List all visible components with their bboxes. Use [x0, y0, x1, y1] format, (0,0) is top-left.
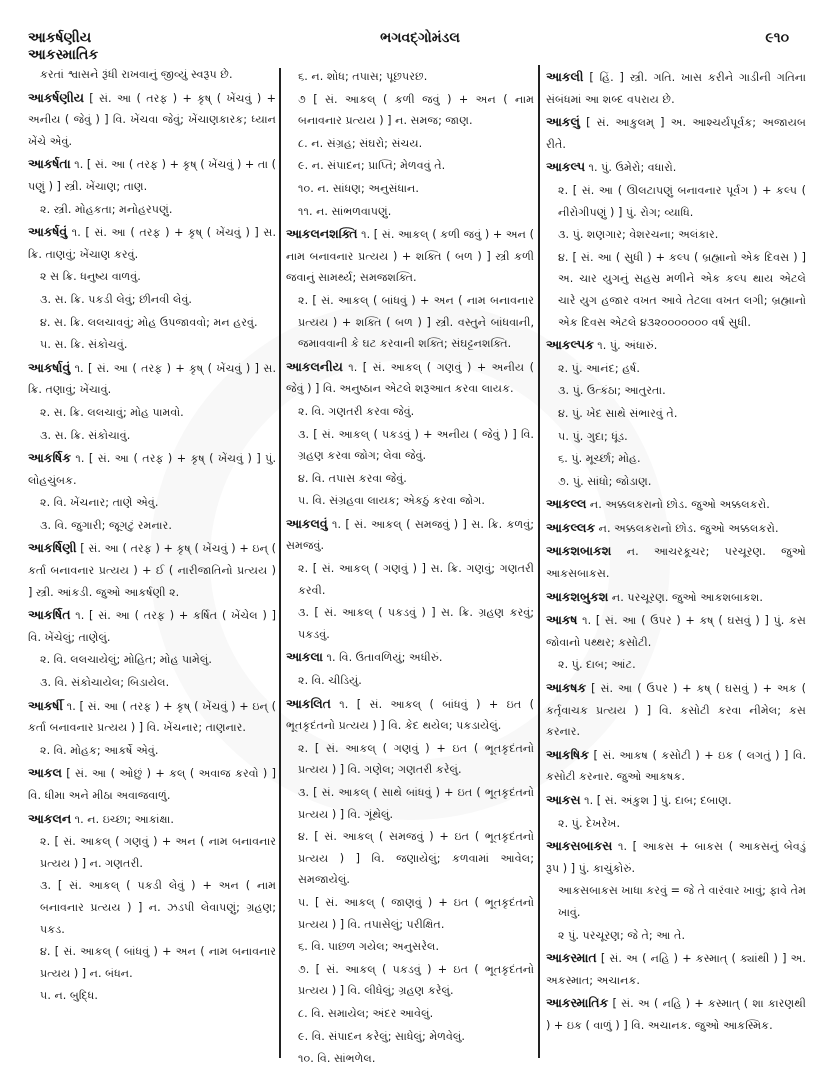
definition-text: ૨. [ સં. આ ( ઊલટાપણું બનાવનાર પૂર્વગ ) + કલ્પ ( નીરોગીપણું ) ] પું. રોગ; વ્યાધિ. — [558, 183, 806, 219]
definition-text: ૩. [ સં. આકલ્ ( પકડી લેવું ) + અન ( નામ બનાવનાર પ્રત્યય ) ] ન. ઝડપી લેવાપણું; ગ્રહણ; પકડ. — [40, 879, 276, 936]
entry-sense — [546, 813, 806, 835]
headword: આકલી — [546, 69, 584, 84]
headword: આકલ્લ — [546, 496, 587, 512]
dictionary-entry — [546, 111, 806, 155]
definition-text: ૫. પું. ગુદા; ધૂંડ. — [558, 429, 628, 443]
definition-text: ૧. [ સં. આકલ્ ( બાંધવું ) + ઇત ( ભૂતકૃદંતનો પ્રત્યય ) ] વિ. કેદ થયેલ; પકડાયેલું. — [286, 697, 534, 733]
definition-text: ૪. [ સં. આકલ્ ( બાંધવું ) + અન ( નામ બનાવનાર પ્રત્યય ) ] ન. બંધન. — [40, 945, 276, 980]
entry-sense — [28, 941, 276, 984]
definition-text: ૪. વિ. તપાસ કરવા જેવું. — [298, 471, 407, 485]
definition-text: ૨. વિ. ગણતરી કરવા જેવું. — [298, 404, 415, 418]
entry-sense — [286, 490, 534, 512]
headword: આકર્ષણીય — [28, 89, 84, 105]
entry-sense — [28, 402, 276, 424]
definition-text: ૪. સ. ક્રિ. લલચાવવું; મોહ ઉપજાવવો; મન હરવું. — [40, 315, 258, 329]
entry-sense — [286, 133, 534, 155]
entry-sense — [286, 1003, 534, 1025]
dictionary-entry — [546, 835, 806, 879]
definition-text: ૧. [ સં. આ ( તરફ ) + કૃષ્ ( ખેંચવું ) ] સ. ક્રિ. તાણવું; ખેંચાણ કરવું. — [28, 226, 276, 261]
headword: આકલવું — [286, 515, 328, 531]
definition-text: ૨. પું. આનંદ; હર્ષ. — [558, 361, 640, 375]
dictionary-entry — [546, 517, 806, 540]
dictionary-entry — [546, 66, 806, 110]
entry-sense — [286, 959, 534, 1002]
column-1 — [28, 64, 276, 1008]
headword: આકસબાકસ — [546, 838, 613, 854]
definition-text: ૪. [ સં. આકલ્ ( સમજવું ) + ઇત ( ભૂતકૃદંતનો પ્રત્યય ) ] વિ. જણાયેલું; કળવામાં આવેલ; સમજાયેલું. — [298, 830, 534, 887]
dictionary-entry — [286, 356, 534, 400]
definition-text: ૨. વિ. ચીડિયું. — [298, 674, 362, 688]
dictionary-entry — [286, 646, 534, 669]
entry-sense — [286, 201, 534, 223]
definition-text: ન. આચરકૂચર; પરચૂરણ. જુઓ આકસબાકસ. — [546, 545, 806, 581]
definition-text: ૧. [ સં. આ ( તરફ ) + કૃષ્ ( ખેંચવું ) ] સ. ક્રિ. તણાવું; ખેંચાવું. — [28, 361, 276, 397]
definition-text: ૨. [ સં. આકલ્ ( ગણવું ) + અન ( નામ બનાવનાર પ્રત્યય ) ] ન. ગણતરી. — [40, 835, 276, 870]
definition-text: ૫. ન. બુદ્ધિ. — [40, 989, 98, 1003]
definition-text: ૨ પું. પરચૂરણ; જે તે; આ તે. — [558, 928, 685, 942]
entry-sense — [286, 89, 534, 132]
entry-sense — [28, 875, 276, 940]
entry-sense — [28, 492, 276, 514]
definition-text: ૧. પું. ઉમેરો; વધારો. — [585, 161, 677, 175]
entry-sense — [546, 403, 806, 425]
headword: આકષ — [546, 612, 578, 628]
entry-sense — [286, 602, 534, 645]
page-number: ૯૧૦ — [765, 30, 789, 46]
definition-text: ૧. [ આકસ + બાકસ ( આકસનું બેવડું રૂપ ) ] પું. કાચુંકોરું. — [546, 840, 806, 875]
dictionary-entry — [546, 677, 806, 743]
column-divider — [538, 65, 540, 1058]
guide-words — [28, 30, 98, 64]
definition-text: ૧૦. વિ. સાંભળેલ. — [298, 1052, 376, 1066]
headword: આકર્ષિક — [28, 450, 71, 466]
headword: આકર્ષી — [28, 697, 63, 713]
headword: આકષક — [546, 680, 587, 696]
dictionary-entry — [28, 808, 276, 831]
dictionary-entry — [546, 992, 806, 1036]
entry-sense — [286, 401, 534, 423]
definition-text: [ સં. આકુલમ્ ] અ. આશ્ચર્યપૂર્વક; અજાયબ રીતે. — [546, 116, 806, 151]
entry-sense — [28, 266, 276, 288]
headword: આકસ્માતિક — [546, 995, 609, 1011]
definition-text: ૨. [ સં. આકલ્ ( ગણવું ) ] સ. ક્રિ. ગણવું; ગણતરી કરવી. — [298, 562, 534, 597]
headword: આકલા — [286, 649, 323, 665]
definition-text: ૨. પું. દેખરેખ. — [558, 816, 621, 830]
headword: આકર્ષાવું — [28, 359, 71, 375]
definition-text: ૮. વિ. સમાયેલ; અંદર આવેલું. — [298, 1006, 434, 1020]
dictionary-entry — [286, 513, 534, 557]
entry-sense — [546, 224, 806, 246]
entry-sense — [286, 670, 534, 692]
definition-text: ૧૧. ન. સાંભળવાપણું. — [298, 204, 392, 218]
definition-text: ૧. ન. ઇચ્છા; આકાંક્ષા. — [71, 812, 174, 826]
entry-sense — [28, 334, 276, 356]
headword: આકલું — [546, 114, 580, 130]
definition-text: ૧૦. ન. સાંધણ; અનુસંધાન. — [298, 181, 419, 195]
entry-sense — [28, 985, 276, 1007]
definition-text: ૧. [ સં. આ ( તરફ ) + કૃષ્ ( ખેંચવું ) ] પું. લોહચુંબક. — [28, 452, 276, 487]
dictionary-entry — [28, 537, 276, 603]
entry-sense — [28, 312, 276, 334]
entry-sense — [286, 1048, 534, 1070]
headword: આકર્ષિણી — [28, 540, 77, 556]
definition-text: ૨. સ્ત્રી. મોહકતા; મનોહરપણું. — [40, 202, 173, 216]
definition-text: ૨. [ સં. આકલ્ ( બાંધવું ) + અન ( નામ બનાવનાર પ્રત્યય ) + શક્તિ ( બળ ) ] સ્ત્રી. વસ્તુને બાંધવાની, જમાવવાની કે ઘટ કરવાની શક્તિ; સંઘટ્ટનશક્તિ. — [298, 293, 534, 351]
entry-sense — [286, 66, 534, 88]
headword: આકલનશક્તિ — [286, 226, 358, 242]
entry-sense — [546, 358, 806, 380]
guide-word-last: આકસ્માતિક — [28, 47, 99, 63]
headword: આકલ્પક — [546, 337, 594, 353]
entry-sense — [546, 654, 806, 676]
entry-sense — [28, 672, 276, 694]
definition-text: ૩. [ સં. આકલ્ ( પકડવું ) + અનીય ( જેવું ) ] વિ. ગ્રહણ કરવા જોગ; લેવા જેવું. — [298, 427, 534, 463]
definition-text: ૨. વિ. ખેંચનાર; તાણે એવું. — [40, 496, 159, 510]
entry-sense — [286, 782, 534, 825]
dictionary-entry — [28, 221, 276, 265]
definition-text: ન. અક્કલકરાનો છોડ. જુઓ અક્કલકરો. — [586, 498, 770, 512]
headword: આકલિત — [286, 695, 331, 711]
entry-sense — [286, 468, 534, 490]
dictionary-entry — [546, 586, 806, 609]
definition-text: [ સં. આ ( ઓછું ) + કલ્ ( અવાજ કરવો ) ] વિ. ધીમા અને મીઠા અવાજવાળું. — [28, 767, 276, 802]
definition-text: ૭. [ સં. આકલ્ ( પકડવું ) + ઇત ( ભૂતકૃદંતનો પ્રત્યય ) ] વિ. લીધેલું; ગ્રહણ કરેલું. — [298, 962, 534, 998]
definition-text: ૫. સ. ક્રિ. સંકોચવું. — [40, 338, 128, 352]
definition-text: ૯. વિ. સંપાદન કરેલું; સાધેલું; મેળવેલું. — [298, 1029, 465, 1043]
headword: આકલનીય — [286, 358, 343, 374]
entry-sense — [28, 649, 276, 671]
dictionary-entry — [546, 609, 806, 653]
definition-text: ૫. વિ. સંગ્રહવા લાયક; એકઠું કરવા જોગ. — [298, 494, 485, 508]
definition-text: ૨ સ ક્રિ. ધનુષ્ય વાળવું. — [40, 270, 141, 284]
dictionary-entry — [286, 223, 534, 289]
definition-text: ૮. ન. સંગ્રહ; સંઘરો; સંચય. — [298, 136, 423, 150]
headword: આકશબાકશ — [546, 543, 612, 559]
dictionary-entry — [28, 87, 276, 153]
definition-text: આકસબાકસ ખાધા કરવું = જે તે વારંવાર ખાવું; ફાવે તેમ ખાવું. — [558, 884, 806, 919]
headword: આકલન — [28, 810, 72, 826]
definition-text: [ સં. આકષ ( કસોટી ) + ઇક ( લગતું ) ] વિ. કસોટી કરનાર. જુઓ આકષક. — [546, 748, 806, 784]
definition-text: ૨. પું. દાબ; આંટ. — [558, 658, 636, 672]
entry-sense — [546, 880, 806, 923]
headword: આકર્ષતા — [28, 156, 71, 172]
definition-text: ૨. [ સં. આકલ્ ( ગણવું ) + ઇત ( ભૂતકૃદંતનો પ્રત્યય ) ] વિ. ગણેલ; ગણતરી કરેલું. — [298, 741, 534, 777]
definition-text: ૩. વિ. જુગારી; જૂગટું રમનાર. — [40, 518, 172, 532]
definition-text: ૬. ન. શોધ; તપાસ; પૂછપરછ. — [298, 70, 428, 83]
dictionary-entry — [546, 334, 806, 357]
entry-sense — [28, 64, 276, 86]
definition-text: ૩. સ. ક્રિ. સંકોચાવું. — [40, 428, 131, 442]
definition-text: ૧. પું. અંધારું. — [593, 339, 658, 353]
entry-sense — [28, 831, 276, 874]
definition-text: ૧. [ સં. આ ( તરફ ) + કર્ષિત ( ખેંચેલ ) ] વિ. ખેંચેલું; તાણેલું. — [28, 609, 276, 644]
entry-sense — [286, 178, 534, 200]
definition-text: [ સં. આ ( ઉપર ) + કષ્ ( ઘસવું ) + અક ( કર્તૃવાચક પ્રત્યય ) ] વિ. કસોટી કરવા નીમેલ; કસ કરનાર. — [546, 682, 806, 739]
entry-sense — [546, 448, 806, 470]
definition-text: ૭. પું. સાંધો; જોડાણ. — [558, 474, 652, 488]
headword: આકલ્લક — [546, 519, 596, 535]
dictionary-entry — [28, 695, 276, 739]
definition-text: ૧. [ સં. આકલ્ ( સમજવું ) ] સ. ક્રિ. કળવું; સમજવું. — [286, 517, 534, 553]
entry-sense — [286, 738, 534, 781]
definition-text: ૨. સ. ક્રિ. લલચાવું; મોહ પામવો. — [40, 405, 184, 419]
entry-sense — [546, 925, 806, 947]
entry-sense — [546, 471, 806, 493]
entry-sense — [286, 290, 534, 355]
dictionary-entry — [546, 789, 806, 812]
headword: આકસ — [546, 792, 581, 807]
definition-text: [ સં. આ ( તરફ ) + કૃષ્ ( ખેંચવું ) + અનીય ( જેવું ) ] વિ. ખેંચવા જેવું; ખેંચાણકારક; ધ્યાન ખેંચે એવું. — [28, 91, 276, 148]
definition-text: ૩. પું. ઉત્કંઠા; આતુરતા. — [558, 384, 666, 398]
entry-sense — [286, 558, 534, 601]
dictionary-entry — [546, 493, 806, 516]
definition-text: ૧. [ સં. આકલ્ ( ગણવું ) + અનીય ( જેવું ) ] વિ. અનુષ્ઠાન એટલે શરૂઆત કરવા લાયક. — [286, 360, 534, 396]
definition-text: ૩. પું. શણગાર; વેશરચના; અલંકાર. — [558, 228, 719, 242]
definition-text: ૧. [ સં. આ ( ઉપર ) + કષ્ ( ઘસવું ) ] પું. કસ જોવાનો પથ્થર; કસોટી. — [546, 614, 806, 649]
entry-sense — [286, 892, 534, 935]
entry-sense — [286, 155, 534, 177]
entry-sense — [546, 180, 806, 223]
entry-sense — [28, 425, 276, 447]
definition-text: ૩. [ સં. આકલ્ ( પકડવું ) ] સ. ક્રિ. ગ્રહણ કરવું; પકડવું. — [298, 606, 534, 641]
definition-text: [ સં. અ ( નહિ ) + કસ્માત્ ( શા કારણથી ) + ઇક ( વાળું ) ] વિ. અચાનક. જુઓ આકસ્મિક. — [546, 997, 806, 1032]
definition-text: ન. પરચૂરણ. જુઓ આકશબાકશ. — [608, 590, 763, 604]
definition-text: કરતાં શ્વાસને રૂંધી રાખવાનું જીવ્યું સ્વરૂપ છે. — [40, 68, 233, 81]
definition-text: ૯. ન. સંપાદન; પ્રાપ્તિ; મેળવવું તે. — [298, 159, 446, 173]
dictionary-entry — [28, 762, 276, 806]
guide-word-first: આકર્ષણીય — [28, 30, 92, 46]
entry-sense — [28, 515, 276, 537]
headword: આકલ્પ — [546, 159, 585, 175]
entry-sense — [28, 289, 276, 311]
definition-text: ૧. [ સં. આ ( તરફ ) + કૃષ્ ( ખેંચવું ) + તા ( પણું ) ] સ્ત્રી. ખેંચાણ; તાણ. — [28, 158, 276, 193]
definition-text: ૭ [ સં. આકલ્ ( કળી જવું ) + અન ( નામ બનાવનાર પ્રત્યય ) ] ન. સમજ; જાણ. — [298, 92, 534, 128]
definition-text: ૩. [ સં. આકલ્ ( સાથે બાંધવું ) + ઇત ( ભૂતકૃદંતનો પ્રત્યય ) ] વિ. ગૂંથેલું. — [298, 786, 534, 821]
headword: આકર્ષવું — [28, 224, 68, 240]
definition-text: ૬. વિ. પાછળ ગયેલ; અનુસરેલ. — [298, 940, 440, 954]
definition-text: ૩. વિ. સંકોચાયેલ; બિડાયેલ. — [40, 676, 170, 690]
column-divider — [279, 68, 281, 1058]
definition-text: [ સં. અ ( નહિ ) + કસ્માત્ ( ક્યાંથી ) ] અ. અકસ્માત; અચાનક. — [546, 952, 806, 987]
definition-text: ૨. વિ. મોહક; આકર્ષે એવું. — [40, 743, 159, 757]
definition-text: [ સં. આ ( તરફ ) + કૃષ્ ( ખેંચવું ) + ઇન્ ( કર્તા બનાવનાર પ્રત્યય ) + ઈ ( નારીજાતિનો પ્રત્યય ) ] સ્ત્રી. આંકડી. જુઓ આકર્ષણી ૨. — [28, 542, 276, 599]
dictionary-entry — [546, 947, 806, 991]
dictionary-entry — [546, 156, 806, 179]
definition-text: ૩. સ. ક્રિ. પકડી લેવું; છીનવી લેવું. — [40, 292, 192, 306]
column-3 — [546, 66, 806, 1038]
definition-text: ૧. [ સં. આકલ્ ( કળી જવું ) + અન ( નામ બનાવનાર પ્રત્યય ) + શક્તિ ( બળ ) ] સ્ત્રી કળી જવાનું સામર્થ્ય; સમજશક્તિ. — [286, 228, 534, 285]
headword: આકસ્માત — [546, 950, 597, 966]
dictionary-entry — [28, 153, 276, 197]
page-title: ભગવદ્ગોમંડલ — [380, 30, 460, 46]
dictionary-entry — [286, 693, 534, 737]
dictionary-entry — [28, 604, 276, 648]
definition-text: ૪. [ સં. આ ( સુધી ) + કલ્પ ( બ્રહ્માનો એક દિવસ ) ] અ. ચાર યુગનું સહસ્ર મળીને એક કલ્પ થાય એટલે ચારે યુગ હજાર વખત આવે તેટલા વખત લગી; બ્રહ્માનો એક દિવસ એટલે ૪૩૨૦૦૦૦૦૦૦ વર્ષ સુધી. — [558, 250, 806, 329]
entry-sense — [546, 247, 806, 333]
definition-text: ૧. [ સં. આ ( તરફ ) + કૃષ્ ( ખેંચવું ) + ઇન્ ( કર્તા બનાવનાર પ્રત્યય ) ] વિ. ખેંચનાર; તાણનાર. — [28, 699, 276, 735]
definition-text: [ હિં. ] સ્ત્રી. ગતિ. ખાસ કરીને ગાડીની ગતિના સંબંધમાં આ શબ્દ વપરાય છે. — [546, 71, 806, 106]
entry-sense — [546, 426, 806, 448]
dictionary-entry — [546, 744, 806, 788]
definition-text: ૧. [ સં. અંકુશ ] પું. દાબ; દબાણ. — [580, 794, 732, 807]
entry-sense — [286, 936, 534, 958]
dictionary-entry — [28, 447, 276, 491]
definition-text: ૨. વિ. લલચાયેલું; મોહિત; મોહ પામેલું. — [40, 653, 212, 667]
headword: આકલ — [28, 765, 62, 781]
definition-text: ૬. પું. મૂર્ચ્છા; મોહ. — [558, 452, 641, 466]
headword: આકર્ષિત — [28, 607, 71, 623]
definition-text: ૪. પું. ખેદ સાથે સંભારવું તે. — [558, 406, 678, 420]
definition-text: ૫. [ સં. આકલ્ ( જાણવું ) + ઇત ( ભૂતકૃદંતનો પ્રત્યય ) ] વિ. તપાસેલું; પરીક્ષિત. — [298, 895, 534, 931]
headword: આકષિક — [546, 746, 589, 762]
headword: આકશબુકશ — [546, 588, 609, 604]
entry-sense — [546, 380, 806, 402]
entry-sense — [286, 1026, 534, 1048]
dictionary-entry — [28, 357, 276, 401]
definition-text: ન. અક્કલકરાનો છોડ. જુઓ અક્કલકરો. — [595, 521, 779, 535]
entry-sense — [28, 199, 276, 221]
dictionary-entry — [546, 540, 806, 584]
column-2 — [286, 66, 534, 1071]
entry-sense — [286, 424, 534, 467]
entry-sense — [286, 826, 534, 891]
definition-text: ૧. વિ. ઉતાવળિયું; અધીરું. — [322, 651, 443, 665]
entry-sense — [28, 740, 276, 762]
